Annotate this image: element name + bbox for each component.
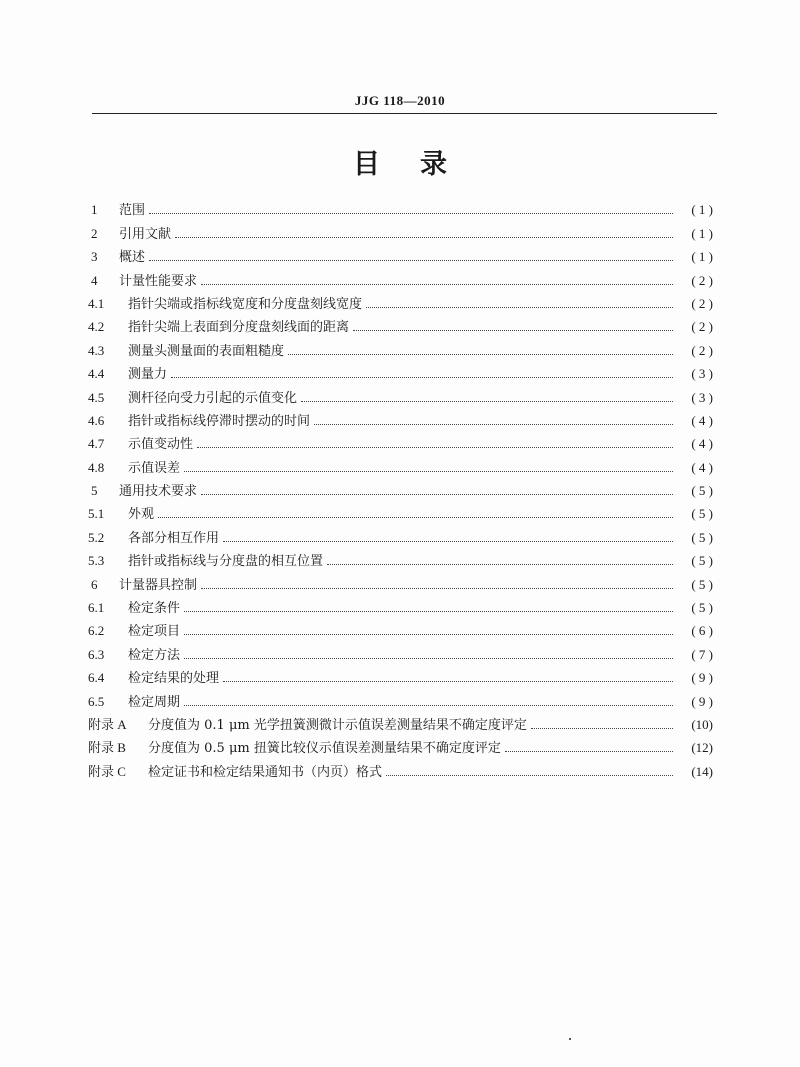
toc-entry-number: 4.8 xyxy=(88,459,105,475)
toc-dot-leader xyxy=(201,494,673,495)
toc-entry-label: 指针尖端上表面到分度盘刻线面的距离 xyxy=(128,320,350,336)
toc-title: 目录 xyxy=(353,149,487,180)
toc-entry[interactable] xyxy=(88,569,713,592)
toc-entry-number: 4 xyxy=(91,272,98,288)
toc-entry-number: 4.7 xyxy=(88,436,105,452)
toc-entry-page: (10) xyxy=(691,716,713,732)
toc-entry[interactable] xyxy=(88,195,713,218)
toc-entry-page: ( 5 ) xyxy=(691,506,713,522)
toc-entry[interactable] xyxy=(88,733,713,756)
header-rule xyxy=(92,113,717,114)
toc-entry-number: 4.4 xyxy=(88,366,105,382)
toc-dot-leader xyxy=(201,588,673,589)
toc-entry-label: 检定证书和检定结果通知书（内页）格式 xyxy=(148,764,383,780)
toc-dot-leader xyxy=(201,284,673,285)
toc-entry[interactable] xyxy=(88,218,713,241)
toc-entry-page: ( 5 ) xyxy=(691,576,713,592)
toc-entry-label: 测量力 xyxy=(128,367,168,383)
toc-entry-number: 附录 C xyxy=(88,763,126,779)
toc-entry[interactable] xyxy=(88,616,713,639)
toc-entry-label: 检定结果的处理 xyxy=(128,671,220,687)
toc-entry-page: ( 2 ) xyxy=(691,319,713,335)
toc-dot-leader xyxy=(158,517,673,518)
toc-entry-page: ( 1 ) xyxy=(691,202,713,218)
toc-dot-leader xyxy=(314,424,673,425)
toc-entry-label: 检定条件 xyxy=(128,601,181,617)
toc-entry[interactable] xyxy=(88,335,713,358)
toc-entry-page: ( 9 ) xyxy=(691,693,713,709)
toc-entry-page: (14) xyxy=(691,763,713,779)
toc-entry-number: 6.5 xyxy=(88,693,105,709)
toc-entry[interactable] xyxy=(88,686,713,709)
toc-entry[interactable] xyxy=(88,452,713,475)
toc-entry-label: 概述 xyxy=(119,250,146,266)
toc-entry[interactable] xyxy=(88,639,713,662)
toc-dot-leader xyxy=(223,541,673,542)
toc-entry[interactable] xyxy=(88,382,713,405)
toc-entry[interactable] xyxy=(88,663,713,686)
toc-entry-page: ( 9 ) xyxy=(691,670,713,686)
toc-dot-leader xyxy=(288,354,673,355)
toc-entry-page: ( 3 ) xyxy=(691,366,713,382)
toc-entry[interactable] xyxy=(88,710,713,733)
toc-entry-number: 附录 A xyxy=(88,716,127,732)
toc-entry-label: 检定项目 xyxy=(128,624,181,640)
toc-dot-leader xyxy=(175,237,673,238)
toc-entry-page: ( 2 ) xyxy=(691,342,713,358)
toc-entry-label: 通用技术要求 xyxy=(119,484,198,500)
toc-entry-number: 4.6 xyxy=(88,412,105,428)
toc-dot-leader xyxy=(149,260,673,261)
toc-entry-number: 4.1 xyxy=(88,295,105,311)
toc-entry-number: 6.4 xyxy=(88,670,105,686)
toc-entry[interactable] xyxy=(88,476,713,499)
toc-entry-page: ( 5 ) xyxy=(691,553,713,569)
toc-entry-label: 分度值为 0.1 μm 光学扭簧测微计示值误差测量结果不确定度评定 xyxy=(148,717,527,733)
toc-entry-label: 示值变动性 xyxy=(128,437,194,453)
toc-dot-leader xyxy=(171,377,673,378)
table-of-contents xyxy=(88,195,713,780)
toc-entry-label: 引用文献 xyxy=(119,226,172,242)
toc-entry[interactable] xyxy=(88,522,713,545)
toc-entry-page: ( 5 ) xyxy=(691,529,713,545)
toc-entry-number: 3 xyxy=(91,249,98,265)
toc-entry-label: 指针或指标线停滞时摆动的时间 xyxy=(128,413,311,429)
toc-entry-number: 6.1 xyxy=(88,600,105,616)
toc-entry-number: 4.2 xyxy=(88,319,105,335)
toc-entry[interactable] xyxy=(88,756,713,779)
toc-entry-page: ( 4 ) xyxy=(691,412,713,428)
toc-entry-label: 计量器具控制 xyxy=(119,577,198,593)
toc-entry-label: 各部分相互作用 xyxy=(128,530,220,546)
toc-dot-leader xyxy=(366,307,673,308)
toc-entry[interactable] xyxy=(88,312,713,335)
toc-entry-label: 范围 xyxy=(119,203,146,219)
toc-entry-label: 检定方法 xyxy=(128,647,181,663)
toc-entry[interactable] xyxy=(88,499,713,522)
toc-dot-leader xyxy=(184,705,673,706)
toc-entry-number: 6.2 xyxy=(88,623,105,639)
toc-entry[interactable] xyxy=(88,242,713,265)
toc-entry-page: ( 1 ) xyxy=(691,225,713,241)
toc-entry-page: ( 4 ) xyxy=(691,436,713,452)
toc-entry-label: 检定周期 xyxy=(128,694,181,710)
toc-entry-page: ( 2 ) xyxy=(691,295,713,311)
toc-entry-number: 1 xyxy=(91,202,98,218)
toc-dot-leader xyxy=(184,471,673,472)
toc-entry-label: 分度值为 0.5 μm 扭簧比较仪示值误差测量结果不确定度评定 xyxy=(148,741,501,757)
toc-entry-number: 6 xyxy=(91,576,98,592)
toc-entry-page: ( 6 ) xyxy=(691,623,713,639)
toc-entry[interactable] xyxy=(88,546,713,569)
toc-entry-page: ( 4 ) xyxy=(691,459,713,475)
toc-entry-page: ( 5 ) xyxy=(691,483,713,499)
toc-entry-number: 6.3 xyxy=(88,646,105,662)
document-code: JJG 118—2010 xyxy=(354,93,446,108)
toc-entry-number: 5.1 xyxy=(88,506,105,522)
toc-entry-label: 示值误差 xyxy=(128,460,181,476)
toc-entry-label: 测杆径向受力引起的示值变化 xyxy=(128,390,298,406)
toc-dot-leader xyxy=(184,634,673,635)
toc-dot-leader xyxy=(197,447,673,448)
toc-entry-page: ( 5 ) xyxy=(691,600,713,616)
toc-entry-page: ( 3 ) xyxy=(691,389,713,405)
toc-entry-number: 2 xyxy=(91,225,98,241)
toc-entry-label: 外观 xyxy=(128,507,155,523)
toc-dot-leader xyxy=(353,330,673,331)
toc-entry-page: ( 7 ) xyxy=(691,646,713,662)
toc-dot-leader xyxy=(531,728,673,729)
toc-entry-number: 5.2 xyxy=(88,529,105,545)
toc-entry-number: 4.5 xyxy=(88,389,105,405)
toc-dot-leader xyxy=(223,681,673,682)
toc-dot-leader xyxy=(327,564,673,565)
toc-entry[interactable] xyxy=(88,289,713,312)
toc-entry-number: 5 xyxy=(91,483,98,499)
toc-entry-page: (12) xyxy=(691,740,713,756)
toc-dot-leader xyxy=(386,775,673,776)
toc-entry-number: 5.3 xyxy=(88,553,105,569)
toc-dot-leader xyxy=(184,658,673,659)
toc-entry[interactable] xyxy=(88,359,713,382)
toc-entry-label: 计量性能要求 xyxy=(119,273,198,289)
toc-entry[interactable] xyxy=(88,406,713,429)
toc-dot-leader xyxy=(505,751,673,752)
scan-speck xyxy=(569,1038,571,1040)
toc-entry-label: 测量头测量面的表面粗糙度 xyxy=(128,343,285,359)
toc-entry[interactable] xyxy=(88,265,713,288)
toc-entry-label: 指针尖端或指标线宽度和分度盘刻线宽度 xyxy=(128,296,363,312)
toc-entry-page: ( 2 ) xyxy=(691,272,713,288)
toc-entry-number: 附录 B xyxy=(88,740,126,756)
toc-dot-leader xyxy=(149,213,673,214)
toc-entry[interactable] xyxy=(88,593,713,616)
toc-dot-leader xyxy=(301,401,673,402)
toc-dot-leader xyxy=(184,611,673,612)
toc-entry-label: 指针或指标线与分度盘的相互位置 xyxy=(128,554,324,570)
toc-entry-number: 4.3 xyxy=(88,342,105,358)
toc-entry[interactable] xyxy=(88,429,713,452)
toc-entry-page: ( 1 ) xyxy=(691,249,713,265)
